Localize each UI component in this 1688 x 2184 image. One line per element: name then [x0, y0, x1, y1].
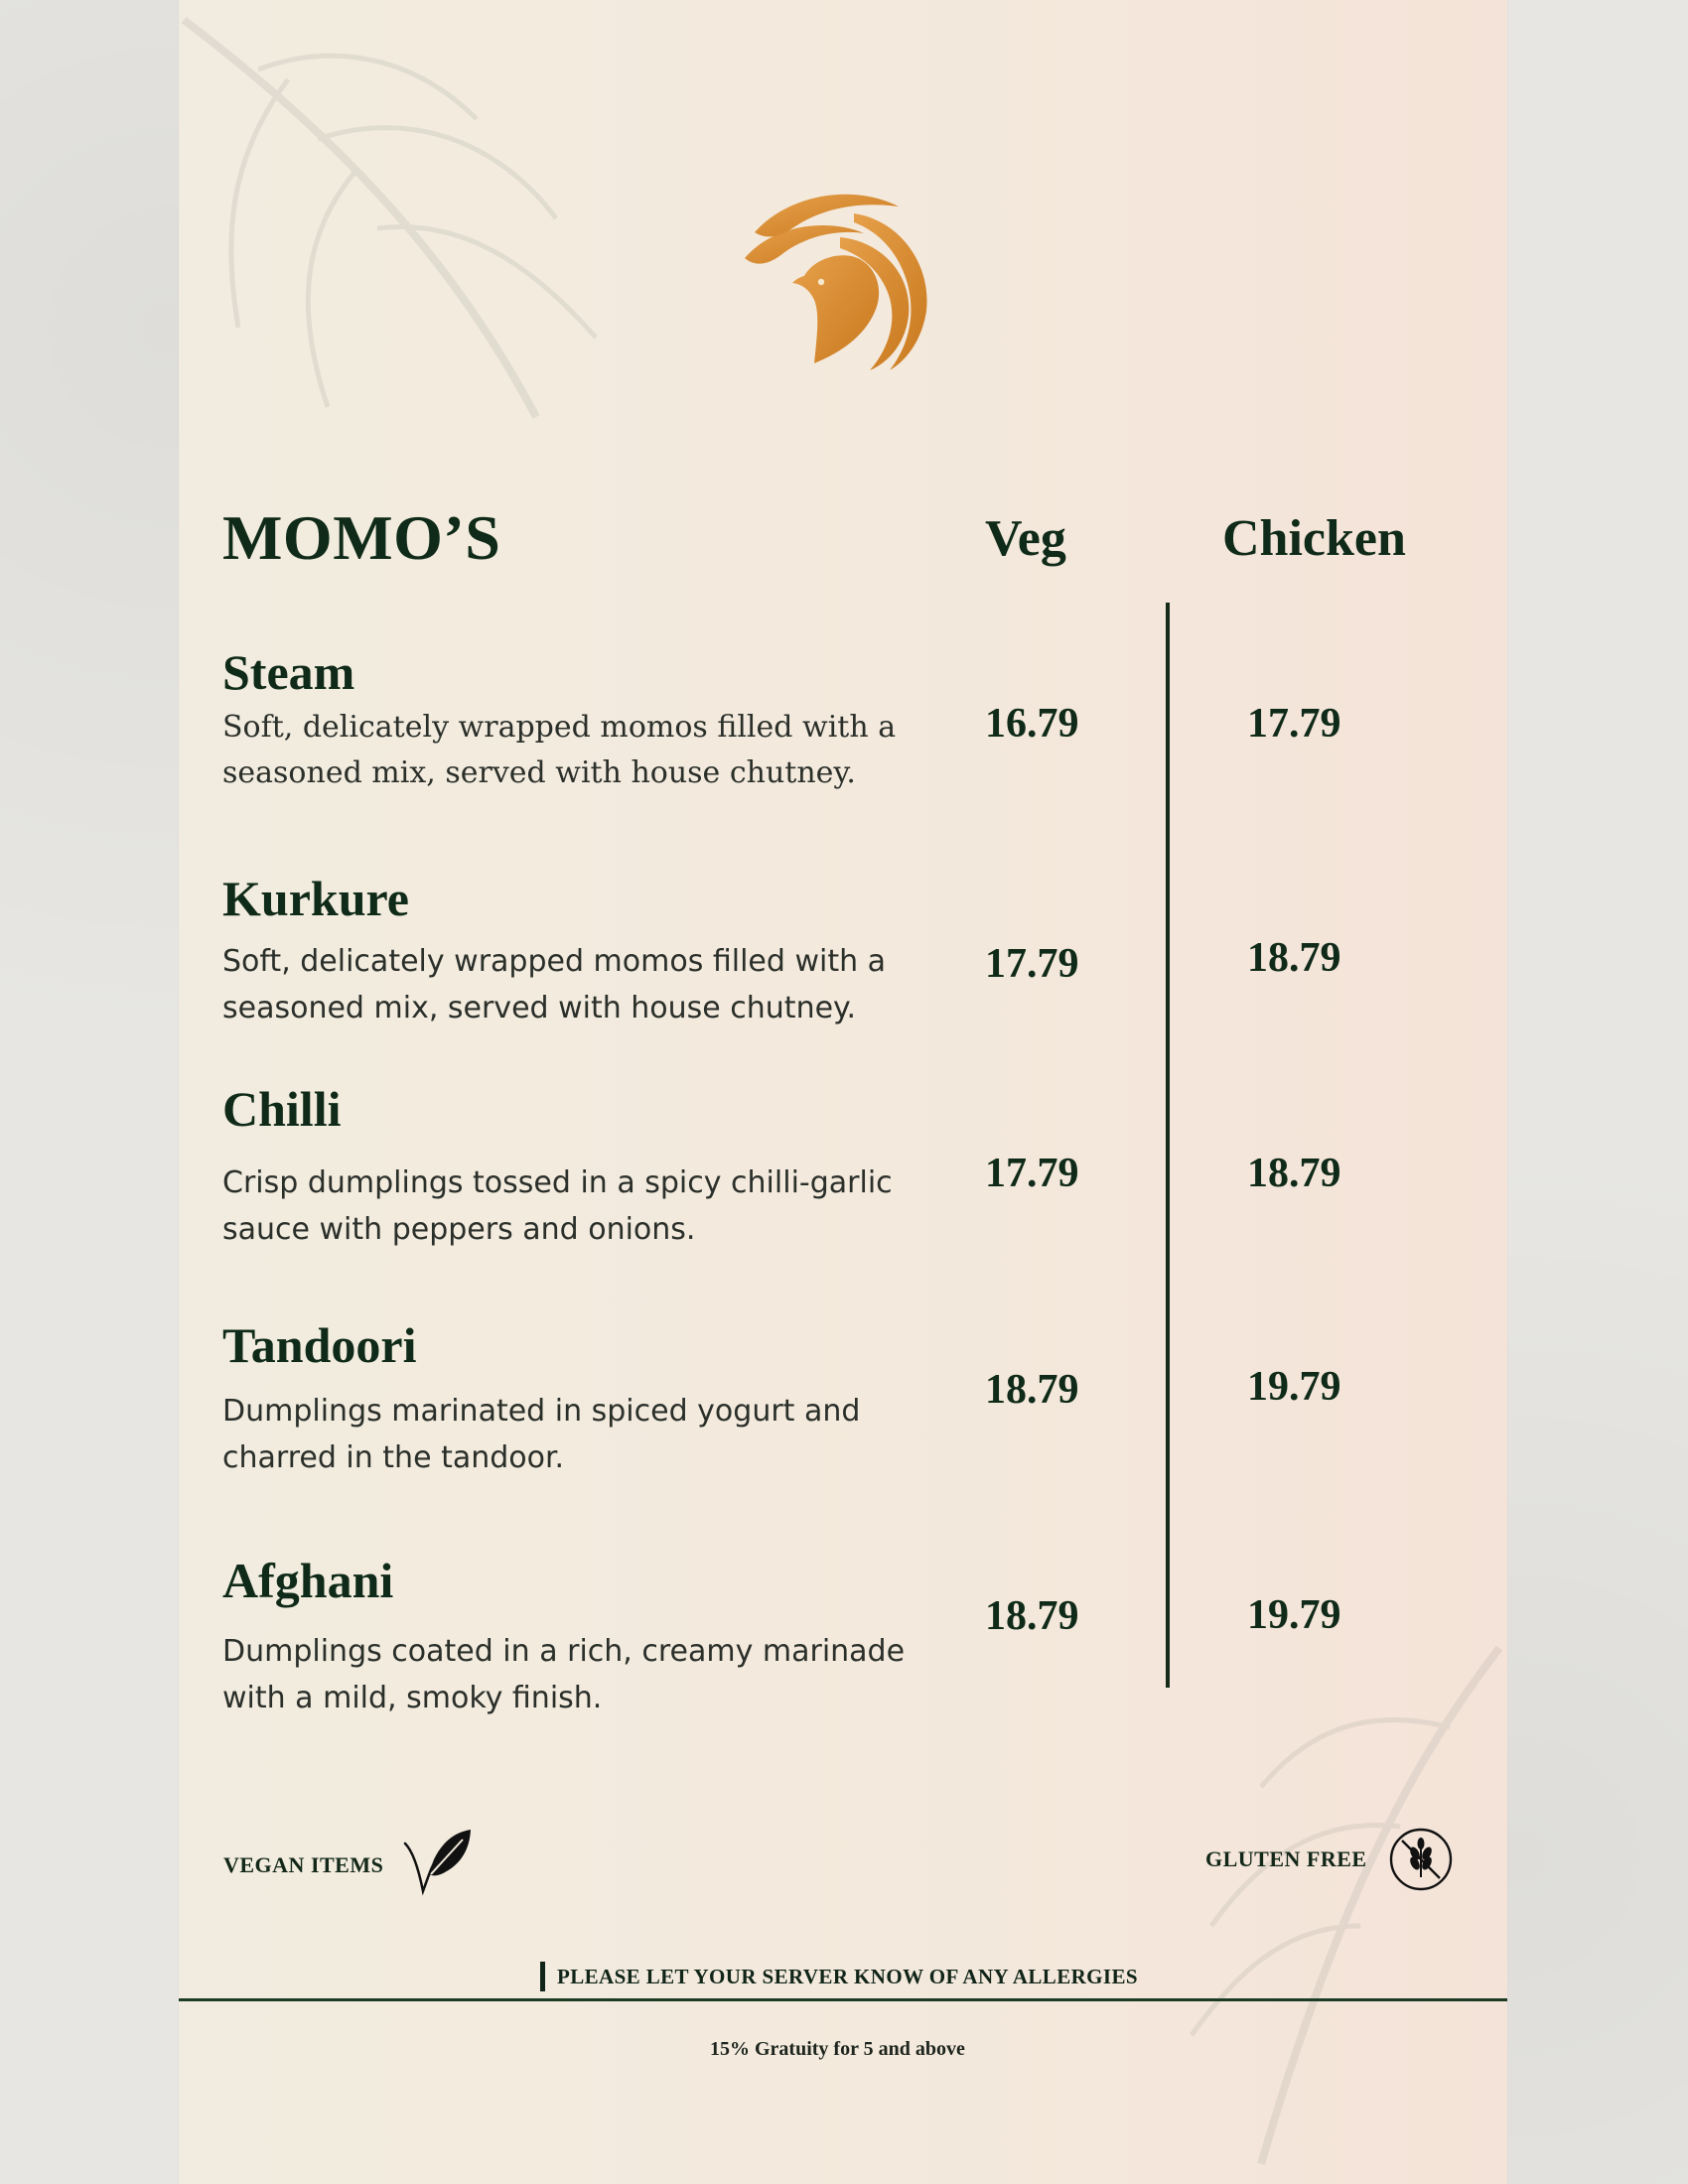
veg-price: 16.79: [985, 701, 1079, 747]
chicken-price: 18.79: [1247, 1151, 1341, 1196]
leaf-icon: [401, 1826, 473, 1897]
menu-item-description: Soft, delicately wrapped momos filled with a seasoned mix, served with house chutney.: [222, 710, 897, 790]
chicken-price: 19.79: [1247, 1364, 1341, 1410]
veg-column-header: Veg: [985, 510, 1066, 567]
menu-item-name: Steam: [222, 644, 355, 700]
menu-item-name: Afghani: [222, 1553, 394, 1608]
chicken-price: 17.79: [1247, 701, 1341, 747]
no-wheat-icon: [1386, 1825, 1456, 1894]
gluten-free-label: GLUTEN FREE: [1205, 1846, 1367, 1871]
vegan-items-label: VEGAN ITEMS: [223, 1852, 384, 1877]
gratuity-note: 15% Gratuity for 5 and above: [710, 2038, 965, 2060]
chicken-price: 18.79: [1247, 935, 1341, 981]
menu-item-name: Tandoori: [222, 1317, 417, 1373]
menu-title: MOMO’S: [222, 502, 501, 573]
veg-price: 17.79: [985, 941, 1079, 987]
price-column-divider: [1166, 603, 1170, 1688]
veg-price: 17.79: [985, 1151, 1079, 1196]
chicken-column-header: Chicken: [1222, 510, 1406, 567]
menu-item-description: Dumplings marinated in spiced yogurt and charred in the tandoor.: [222, 1394, 861, 1475]
palm-shadow-decoration-bottom: [1152, 1608, 1507, 2184]
peacock-logo-icon: [735, 189, 933, 372]
veg-price: 18.79: [985, 1367, 1079, 1413]
veg-price: 18.79: [985, 1593, 1079, 1639]
allergy-notice: [540, 1962, 1138, 1991]
menu-item-name: Kurkure: [222, 871, 409, 926]
allergy-notice-text: PLEASE LET YOUR SERVER KNOW OF ANY ALLERGIES: [557, 1964, 1138, 1988]
footer-divider: [179, 1998, 1507, 2001]
menu-item-description: Dumplings coated in a rich, creamy marinade with a mild, smoky finish.: [222, 1634, 906, 1715]
menu-item-name: Chilli: [222, 1081, 342, 1137]
chicken-price: 19.79: [1247, 1592, 1341, 1638]
allergy-accent-bar: [540, 1962, 545, 1991]
menu-item-description: Crisp dumplings tossed in a spicy chilli-garlic sauce with peppers and onions.: [222, 1165, 893, 1247]
menu-item-description: Soft, delicately wrapped momos filled with a seasoned mix, served with house chutney.: [222, 944, 887, 1025]
